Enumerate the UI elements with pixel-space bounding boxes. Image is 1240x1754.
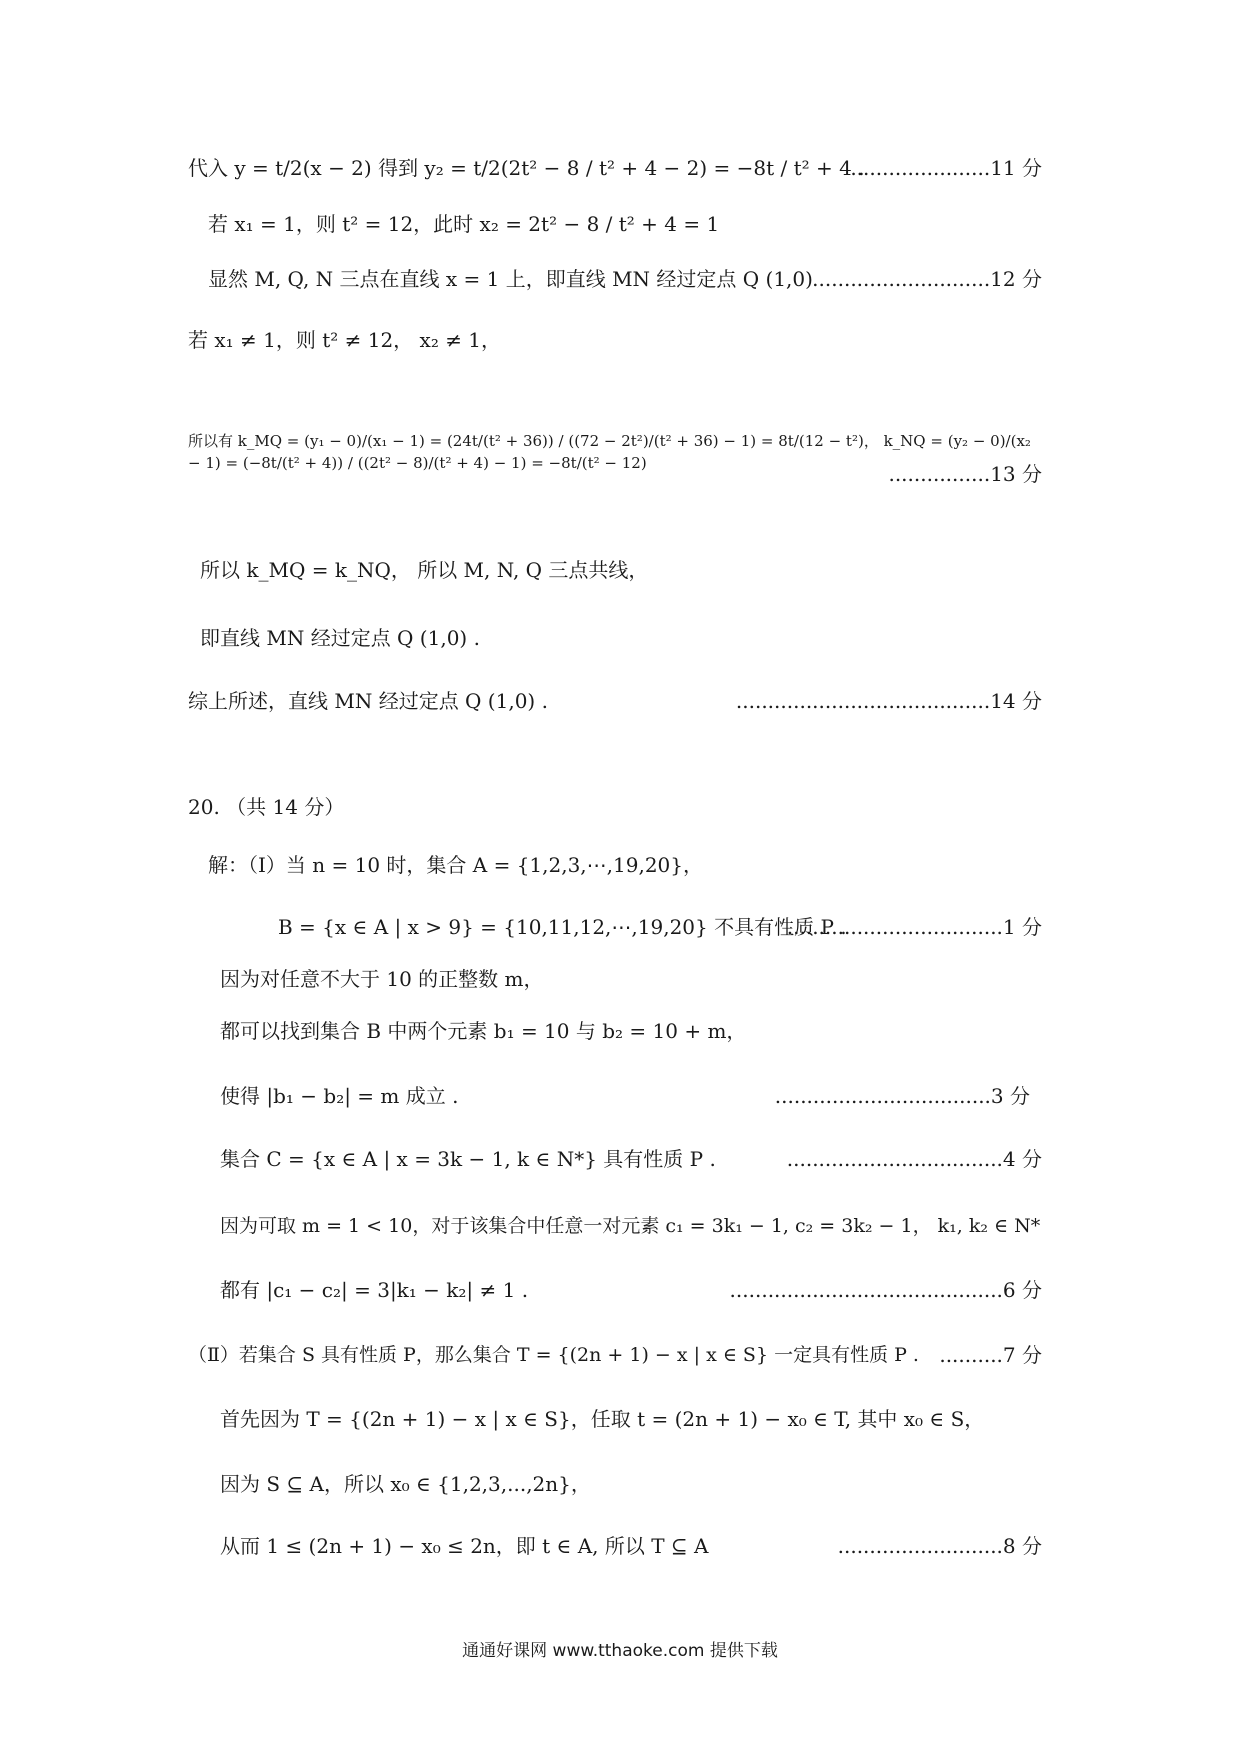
solution-line: 所以 k_MQ = k_NQ， 所以 M, N, Q 三点共线，: [200, 558, 649, 582]
solution-line: 集合 C = {x ∈ A | x = 3k − 1, k ∈ N*} 具有性质 P .: [220, 1147, 716, 1171]
score-mark: ................13 分: [888, 462, 1042, 486]
score-mark: ..........................8 分: [837, 1534, 1042, 1558]
solution-line: 所以有 k_MQ = (y₁ − 0)/(x₁ − 1) = (24t/(t² + 36)) / ((72 − 2t²)/(t² + 36) − 1) = 8t/(12 − t²)， k_NQ = (y₂ − 0)/(x₂ − 1) = (−8t/(t² + 4)) / ((2t² − 8)/(t² + 4) − 1) = −8t/(t² − 12): [188, 432, 1031, 472]
solution-line: 都有 |c₁ − c₂| = 3|k₁ − k₂| ≠ 1 .: [220, 1278, 529, 1302]
solution-line: 显然 M, Q, N 三点在直线 x = 1 上，即直线 MN 经过定点 Q (1,0): [208, 267, 813, 291]
score-mark: ......................11 分: [850, 156, 1042, 180]
solution-line: 代入 y = t/2(x − 2) 得到 y₂ = t/2(2t² − 8 / t² + 4 − 2) = −8t / t² + 4 .: [188, 156, 865, 180]
solution-line: 因为可取 m = 1 < 10，对于该集合中任意一对元素 c₁ = 3k₁ − 1, c₂ = 3k₂ − 1， k₁, k₂ ∈ N*: [220, 1215, 1041, 1237]
solution-line: （Ⅱ）若集合 S 具有性质 P，那么集合 T = {(2n + 1) − x | x ∈ S} 一定具有性质 P .: [188, 1344, 919, 1366]
score-mark: ..........7 分: [939, 1343, 1042, 1367]
solution-line: 因为 S ⊆ A，所以 x₀ ∈ {1,2,3,...,2n}，: [220, 1472, 591, 1496]
score-mark: ..................................1 分: [786, 915, 1042, 939]
page-footer: 通通好课网 www.tthaoke.com 提供下载: [462, 1641, 778, 1661]
score-mark: ..................................3 分: [774, 1084, 1030, 1108]
solution-line: 首先因为 T = {(2n + 1) − x | x ∈ S}，任取 t = (2n + 1) − x₀ ∈ T, 其中 x₀ ∈ S，: [220, 1407, 985, 1431]
solution-line: B = {x ∈ A | x > 9} = {10,11,12,⋯,19,20} 不具有性质 P .: [278, 915, 847, 939]
solution-line: 使得 |b₁ − b₂| = m 成立 .: [220, 1084, 459, 1108]
solution-line: 若 x₁ = 1，则 t² = 12，此时 x₂ = 2t² − 8 / t² + 4 = 1: [208, 212, 720, 236]
solution-line: 解：（Ⅰ）当 n = 10 时，集合 A = {1,2,3,⋯,19,20}，: [208, 853, 703, 877]
solution-line: 因为对任意不大于 10 的正整数 m，: [220, 967, 544, 991]
score-mark: ............................12 分: [812, 267, 1042, 291]
solution-line: 从而 1 ≤ (2n + 1) − x₀ ≤ 2n，即 t ∈ A, 所以 T ⊆ A: [220, 1534, 709, 1558]
score-mark: ...........................................6 分: [729, 1278, 1042, 1302]
score-mark: ........................................14 分: [735, 689, 1042, 713]
solution-line: 若 x₁ ≠ 1，则 t² ≠ 12， x₂ ≠ 1，: [188, 328, 502, 352]
solution-line: 都可以找到集合 B 中两个元素 b₁ = 10 与 b₂ = 10 + m，: [220, 1019, 747, 1043]
score-mark: ..................................4 分: [786, 1147, 1042, 1171]
solution-line: 即直线 MN 经过定点 Q (1,0) .: [200, 626, 480, 650]
problem-header: 20. （共 14 分）: [188, 795, 345, 819]
solution-line: 综上所述，直线 MN 经过定点 Q (1,0) .: [188, 689, 548, 713]
